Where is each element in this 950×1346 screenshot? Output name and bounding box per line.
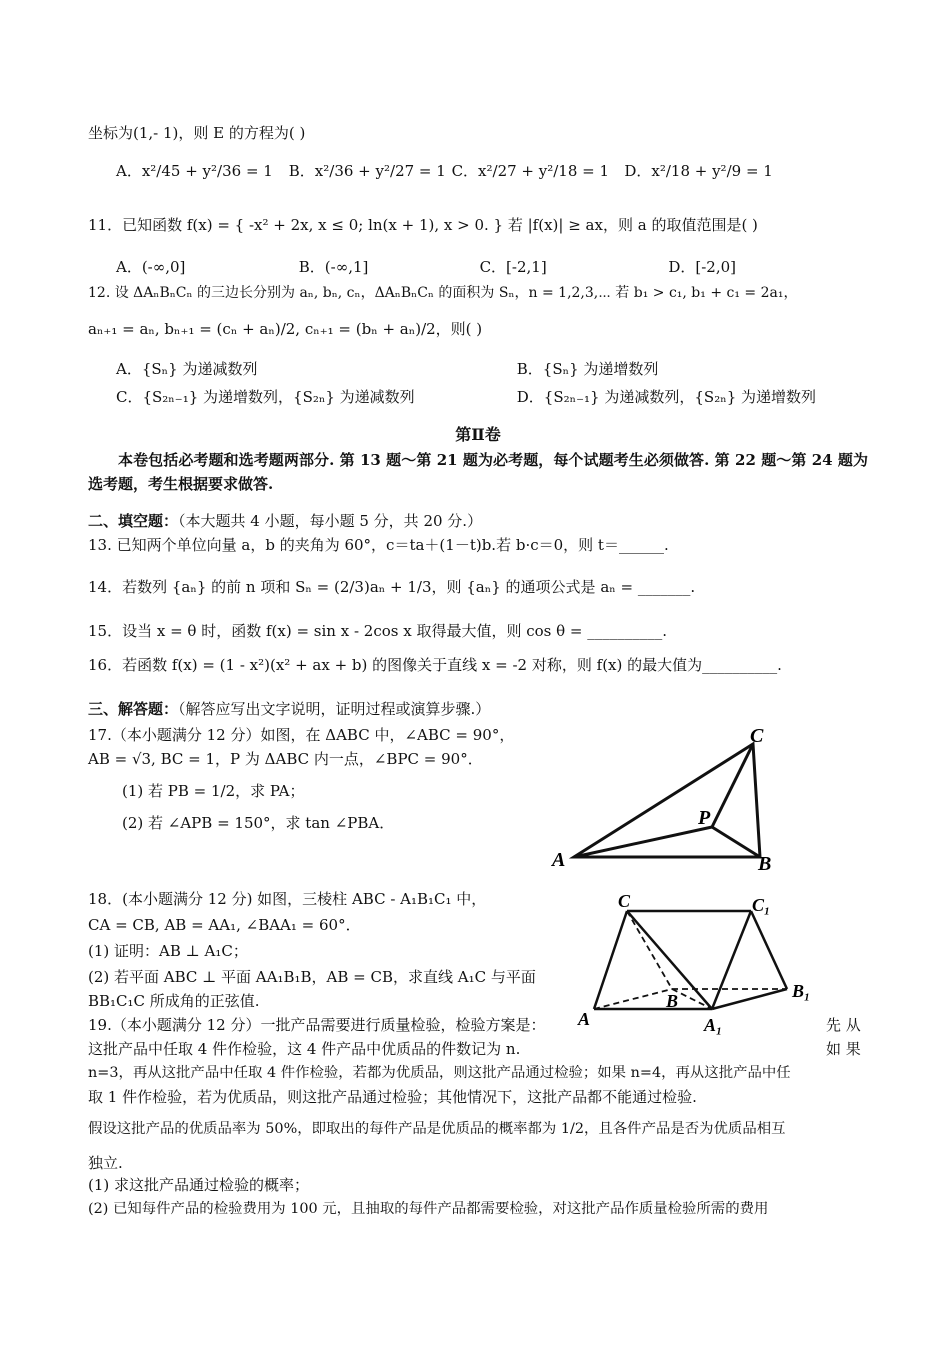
q15: 15．设当 x = θ 时，函数 f(x) = sin x - 2cos x 取得最大值，则 cos θ = __________. bbox=[88, 622, 668, 640]
fill-heading-note: （本大题共 4 小题，每小题 5 分，共 20 分.） bbox=[178, 512, 483, 530]
q12-option-d: D．{S₂ₙ₋₁} 为递减数列，{S₂ₙ} 为递增数列 bbox=[516, 388, 817, 406]
q10-option-c: C．x²/27 + y²/18 = 1 bbox=[451, 162, 610, 180]
segment-pa bbox=[574, 827, 712, 857]
q12-option-c: C．{S₂ₙ₋₁} 为递增数列，{S₂ₙ} 为递减数列 bbox=[116, 388, 415, 406]
label-c: C bbox=[618, 891, 631, 911]
q18-line1: 18．(本小题满分 12 分) 如图，三棱柱 ABC - A₁B₁C₁ 中， bbox=[88, 890, 487, 908]
q18-prism-figure bbox=[570, 885, 830, 1045]
q17-line2: AB = √3, BC = 1，P 为 ΔABC 内一点，∠BPC = 90°． bbox=[88, 750, 483, 768]
q19-line5: 假设这批产品的优质品率为 50%，即取出的每件产品是优质品的概率都为 1/2，且各件产品是否为优质品相互 bbox=[88, 1121, 786, 1137]
edge-c1a1 bbox=[712, 911, 751, 1009]
q12-stem-line1: 12. 设 ΔAₙBₙCₙ 的三边长分别为 aₙ, bₙ, cₙ，ΔAₙBₙCₙ 的面积为 Sₙ，n = 1,2,3,⋯ 若 b₁ > c₁, b₁ + c₁ = 2a₁， bbox=[88, 285, 798, 301]
edge-ab-hidden bbox=[594, 989, 672, 1009]
q19-line3: n=3，再从这批产品中任取 4 件作检验，若都为优质品，则这批产品通过检验；如果 n=4，再从这批产品中任 bbox=[88, 1065, 791, 1081]
q12-option-b: B．{Sₙ} 为递增数列 bbox=[516, 360, 659, 378]
q19-part2: (2) 已知每件产品的检验费用为 100 元，且抽取的每件产品都需要检验，对这批产品作质量检验所需的费用 bbox=[88, 1201, 769, 1217]
q10-options bbox=[116, 160, 856, 182]
q12-stem-line2: aₙ₊₁ = aₙ, bₙ₊₁ = (cₙ + aₙ)/2, cₙ₊₁ = (bₙ + aₙ)/2，则( ) bbox=[88, 320, 483, 338]
q10-option-b: B．x²/36 + y²/27 = 1 bbox=[288, 162, 446, 180]
q18-line2: CA = CB, AB = AA₁, ∠BAA₁ = 60°． bbox=[88, 916, 361, 934]
solve-heading-note: （解答应写出文字说明，证明过程或演算步骤.） bbox=[178, 700, 491, 718]
fill-heading-title: 二、填空题： bbox=[88, 512, 179, 530]
q10-stem-continuation: 坐标为(1,- 1)，则 E 的方程为( ) bbox=[88, 124, 306, 142]
fill-heading bbox=[88, 510, 482, 532]
edge-cb-hidden bbox=[627, 911, 672, 989]
q19-line4: 取 1 件作检验，若为优质品，则这批产品通过检验；其他情况下，这批产品都不能通过检验. bbox=[88, 1088, 697, 1106]
q19-line1: 19.（本小题满分 12 分）一批产品需要进行质量检验，检验方案是： bbox=[88, 1016, 546, 1034]
edge-ca bbox=[594, 911, 627, 1009]
q19-line2-right: 如 果 bbox=[826, 1040, 861, 1058]
label-b: B bbox=[666, 991, 679, 1011]
label-c: C bbox=[750, 725, 764, 747]
q19-line6: 独立. bbox=[88, 1154, 123, 1172]
q17-part2: (2) 若 ∠APB = 150°，求 tan ∠PBA． bbox=[122, 814, 395, 832]
q10-option-a: A．x²/45 + y²/36 = 1 bbox=[116, 162, 273, 180]
q13: 13. 已知两个单位向量 a，b 的夹角为 60°，c＝ta＋(1－t)b.若 b·c＝0，则 t＝______. bbox=[88, 536, 669, 554]
label-b1: B₁ bbox=[792, 981, 811, 1001]
q19-line1-right: 先 从 bbox=[826, 1016, 861, 1034]
q12-options-row1 bbox=[116, 358, 856, 380]
q12-option-a: A．{Sₙ} 为递减数列 bbox=[116, 360, 258, 378]
part2-intro: 本卷包括必考题和选考题两部分. 第 13 题～第 21 题为必考题，每个试题考生必须做答. 第 22 题～第 24 题为选考题，考生根据要求做答. bbox=[88, 451, 868, 493]
label-a1: A₁ bbox=[704, 1015, 723, 1035]
label-p: P bbox=[698, 807, 711, 829]
q14: 14．若数列 {aₙ} 的前 n 项和 Sₙ = (2/3)aₙ + 1/3，则 {aₙ} 的通项公式是 aₙ = _______. bbox=[88, 578, 696, 596]
edge-c1b1 bbox=[751, 911, 787, 989]
segment-pb bbox=[712, 827, 760, 857]
q19-part1: (1) 求这批产品通过检验的概率； bbox=[88, 1176, 310, 1194]
q11-option-b: B．(-∞,1] bbox=[298, 258, 369, 276]
solve-heading bbox=[88, 698, 490, 720]
label-c1: C₁ bbox=[752, 895, 771, 915]
q11-option-d: D．[-2,0] bbox=[668, 258, 736, 276]
solve-heading-title: 三、解答题： bbox=[88, 700, 179, 718]
q17-line1: 17.（本小题满分 12 分）如图，在 ΔABC 中，∠ABC = 90°， bbox=[88, 726, 515, 744]
q17-triangle-figure bbox=[540, 720, 790, 880]
q11-option-a: A．(-∞,0] bbox=[116, 258, 186, 276]
q18-part1: (1) 证明：AB ⊥ A₁C； bbox=[88, 942, 248, 960]
label-b: B bbox=[758, 853, 772, 875]
part2-title: 第Ⅱ卷 bbox=[455, 425, 501, 444]
q11-stem: 11．已知函数 f(x) = { -x² + 2x, x ≤ 0; ln(x + 1), x > 0. } 若 |f(x)| ≥ ax，则 a 的取值范围是( ) bbox=[88, 216, 758, 234]
q10-option-d: D．x²/18 + y²/9 = 1 bbox=[624, 162, 773, 180]
q19-line2: 这批产品中任取 4 件作检验，这 4 件产品中优质品的件数记为 n. bbox=[88, 1040, 521, 1058]
q18-part2-line2: BB₁C₁C 所成角的正弦值. bbox=[88, 992, 260, 1010]
edge-a1b1 bbox=[712, 989, 787, 1009]
q12-options-row2 bbox=[116, 386, 856, 408]
q18-part2-line1: (2) 若平面 ABC ⊥ 平面 AA₁B₁B，AB = CB，求直线 A₁C 与平面 bbox=[88, 968, 536, 986]
q16: 16．若函数 f(x) = (1 - x²)(x² + ax + b) 的图像关于直线 x = -2 对称，则 f(x) 的最大值为__________. bbox=[88, 656, 782, 674]
q11-options bbox=[116, 256, 856, 278]
label-a: A bbox=[578, 1009, 591, 1029]
q17-part1: (1) 若 PB = 1/2，求 PA； bbox=[122, 782, 305, 800]
q11-option-c: C．[-2,1] bbox=[479, 258, 547, 276]
label-a: A bbox=[552, 849, 566, 871]
